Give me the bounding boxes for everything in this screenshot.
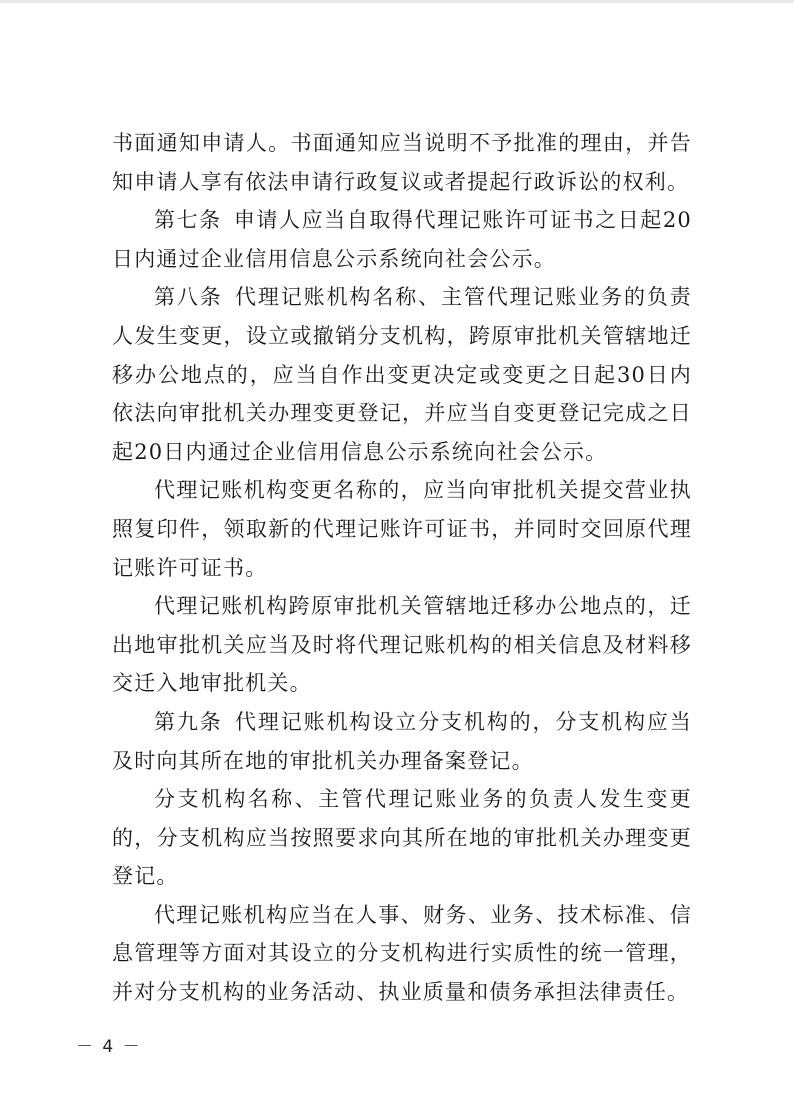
paragraph-text: 代理记账机构跨原审批机关管辖地迁移办公地点的，迁出地审批机关应当及时将代理记账机构的相关信息及材料移交迁入地审批机关。	[112, 594, 692, 696]
paragraph-branch-management	[112, 896, 692, 1012]
article-number: 第九条	[154, 709, 223, 734]
paragraph-text: 代理记账机构名称、主管代理记账业务的负责人发生变更，设立或撤销分支机构，跨原审批机关管辖地迁移办公地点的，应当自作出变更决定或变更之日起30日内依法向审批机关办理变更登记，并应当自变更登记完成之日起20日内通过企业信用信息公示系统向社会公示。	[112, 285, 692, 464]
paragraph-relocation	[112, 587, 692, 703]
paragraph-name-change	[112, 471, 692, 587]
paragraph-article-9	[112, 703, 692, 780]
document-body	[112, 124, 692, 1012]
paragraph-text: 书面通知申请人。书面通知应当说明不予批准的理由，并告知申请人享有依法申请行政复议或者提起行政诉讼的权利。	[112, 131, 692, 194]
paragraph-text: 申请人应当自取得代理记账许可证书之日起20日内通过企业信用信息公示系统向社会公示。	[112, 208, 692, 271]
paragraph-article-8	[112, 278, 692, 471]
page-top-border	[0, 0, 794, 3]
article-number: 第八条	[154, 285, 223, 310]
paragraph-text: 代理记账机构变更名称的，应当向审批机关提交营业执照复印件，领取新的代理记账许可证书，并同时交回原代理记账许可证书。	[112, 478, 692, 580]
article-number: 第七条	[154, 208, 222, 233]
paragraph-text: 分支机构名称、主管代理记账业务的负责人发生变更的，分支机构应当按照要求向其所在地的审批机关办理变更登记。	[112, 787, 692, 889]
page-number: － 4 －	[76, 1037, 142, 1057]
paragraph-continued	[112, 124, 692, 201]
paragraph-branch-change	[112, 780, 692, 896]
paragraph-article-7	[112, 201, 692, 278]
paragraph-text: 代理记账机构设立分支机构的，分支机构应当及时向其所在地的审批机关办理备案登记。	[112, 709, 692, 773]
paragraph-text: 代理记账机构应当在人事、财务、业务、技术标准、信息管理等方面对其设立的分支机构进行实质性的统一管理，并对分支机构的业务活动、执业质量和债务承担法律责任。	[112, 902, 692, 1005]
